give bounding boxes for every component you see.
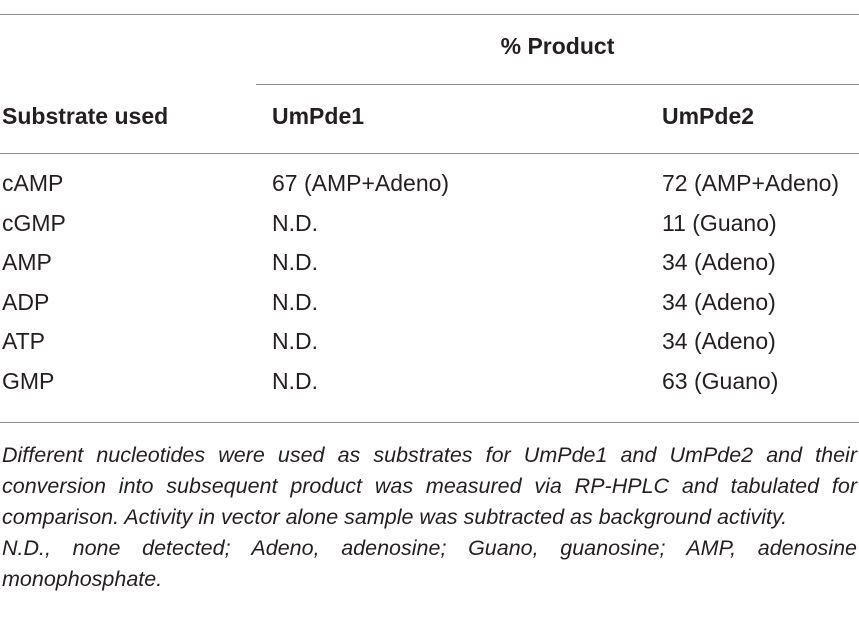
- cell-substrate: ATP: [2, 328, 46, 354]
- column-header-umpde1: UmPde1: [272, 103, 365, 129]
- cell-umpde2: 63 (Guano): [662, 368, 779, 394]
- cell-substrate: GMP: [2, 368, 55, 394]
- cell-umpde1: N.D.: [272, 289, 318, 315]
- footnote-description: Different nucleotides were used as substrates for UmPde1 and UmPde2 and their conversion into subsequent product was measured via RP-HPLC and tabulated for comparison. Activity in vector alone sample was subtracted as background activity.: [2, 443, 857, 529]
- cell-substrate: AMP: [2, 249, 52, 275]
- cell-umpde1: N.D.: [272, 249, 318, 275]
- cell-umpde2: 34 (Adeno): [662, 328, 776, 354]
- spanner-header: % Product: [500, 33, 615, 59]
- column-header-umpde2: UmPde2: [662, 103, 755, 129]
- table-top-rule: [0, 14, 859, 15]
- table-footnotes: [2, 440, 857, 595]
- cell-umpde2: 34 (Adeno): [662, 249, 776, 275]
- column-header-substrate: Substrate used: [2, 103, 169, 129]
- footnote-abbreviations: N.D., none detected; Adeno, adenosine; Guano, guanosine; AMP, adenosine monophosphate.: [2, 536, 857, 591]
- cell-substrate: cAMP: [2, 170, 64, 196]
- cell-umpde1: N.D.: [272, 368, 318, 394]
- cell-substrate: ADP: [2, 289, 50, 315]
- spanner-rule: [256, 84, 859, 85]
- table-row: [0, 365, 859, 405]
- cell-umpde1: N.D.: [272, 328, 318, 354]
- cell-umpde2: 34 (Adeno): [662, 289, 776, 315]
- table-row: [0, 286, 859, 326]
- cell-umpde1: 67 (AMP+Adeno): [272, 170, 450, 196]
- header-rule: [0, 153, 859, 154]
- cell-umpde2: 11 (Guano): [662, 210, 777, 236]
- table-row: [0, 167, 859, 207]
- cell-umpde1: N.D.: [272, 210, 318, 236]
- table-row: [0, 325, 859, 365]
- table-row: [0, 246, 859, 286]
- table-row: [0, 207, 859, 247]
- cell-umpde2: 72 (AMP+Adeno): [662, 170, 840, 196]
- table-bottom-rule: [0, 422, 859, 423]
- cell-substrate: cGMP: [2, 210, 66, 236]
